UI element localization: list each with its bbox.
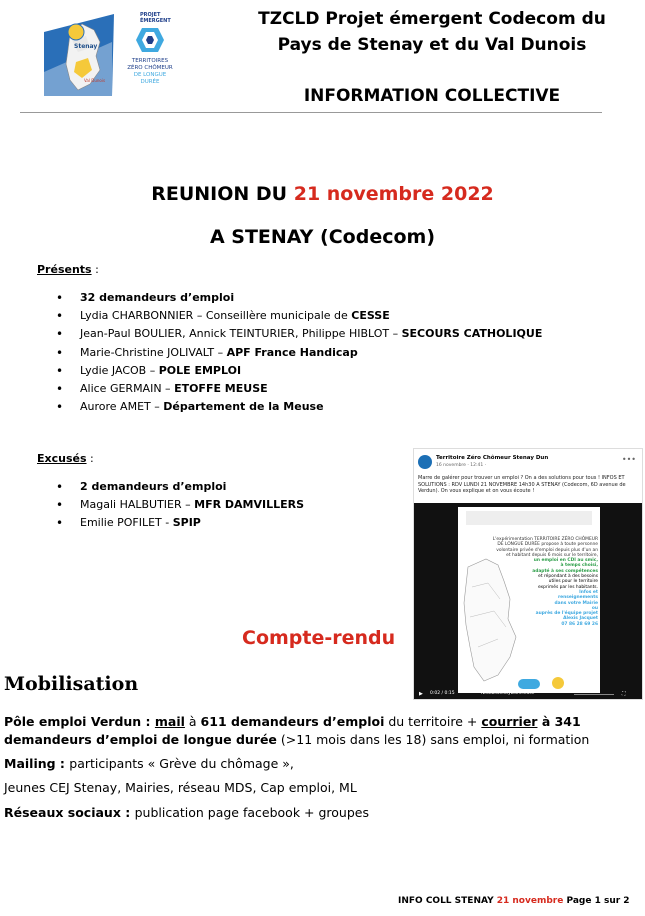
list-item xyxy=(52,398,542,416)
page-footer xyxy=(398,896,630,906)
flyer-line: un emploi en CDI au smic, xyxy=(533,558,598,564)
meeting-prefix: REUNION DU xyxy=(151,183,294,205)
codecom-logo xyxy=(42,12,122,98)
list-item xyxy=(52,344,542,362)
list-item xyxy=(52,307,542,325)
more-options-icon[interactable]: ••• xyxy=(621,455,636,464)
list-item-organisation: Département de la Meuse xyxy=(163,400,324,414)
excuses-label-text: Excusés xyxy=(37,452,87,465)
fb-post-date: 16 novembre · 12:41 · xyxy=(436,463,487,468)
footer-b: 21 novembre xyxy=(496,896,564,906)
p1-a: Pôle emploi Verdun : xyxy=(4,714,155,729)
list-item-text: Lydia CHARBONNIER – Conseillère municipale de xyxy=(80,309,352,323)
title-line-1: TZCLD Projet émergent Codecom du xyxy=(258,9,606,29)
fb-page-name[interactable]: Territoire Zéro Chômeur Stenay Dun xyxy=(436,455,549,461)
excuses-list xyxy=(52,478,304,533)
list-item xyxy=(52,478,304,496)
logo2-line2: ZÉRO CHÔMEUR xyxy=(127,65,173,71)
p1-c: à xyxy=(184,714,201,729)
presents-list xyxy=(52,289,542,416)
flyer-line: exprimés par les habitants. xyxy=(537,584,598,590)
flyer-line: et habitant depuis 6 mois sur le territoire, xyxy=(506,552,598,558)
list-item-organisation: 2 demandeurs d’emploi xyxy=(80,480,227,493)
mobilisation-paragraph-2 xyxy=(4,755,604,773)
logo2-line1: TERRITOIRES xyxy=(131,58,169,64)
flyer-line: dans votre Mairie xyxy=(554,600,598,606)
flyer-line: auprès de l'équipe projet xyxy=(535,611,598,617)
title-line-2: Pays de Stenay et du Val Dunois xyxy=(277,35,587,55)
flyer-line: et répondant à des besoins xyxy=(538,574,598,580)
video-progress-bar[interactable] xyxy=(574,694,614,695)
video-time: 0:02 / 0:15 xyxy=(430,691,455,696)
list-item xyxy=(52,514,304,532)
list-item-organisation: ETOFFE MEUSE xyxy=(174,381,268,395)
list-item-text: Emilie POFILET - xyxy=(80,516,173,530)
list-item-text: Lydie JACOB – xyxy=(80,363,159,377)
list-item-text: Magali HALBUTIER – xyxy=(80,498,195,512)
p2-a: Mailing : xyxy=(4,756,70,771)
presents-colon: : xyxy=(91,263,99,276)
excuses-colon: : xyxy=(86,452,94,465)
list-item-organisation: MFR DAMVILLERS xyxy=(194,498,305,512)
flyer-text xyxy=(488,537,598,627)
logo1-sub: Val Dunois xyxy=(84,78,106,83)
list-item xyxy=(52,380,542,398)
video-controls[interactable] xyxy=(414,691,642,699)
footer-c: Page 1 sur 2 xyxy=(563,896,630,906)
list-item-text: Aurore AMET – xyxy=(80,400,164,414)
p1-e: du territoire + xyxy=(384,714,482,729)
presents-label xyxy=(37,263,99,276)
footer-a: INFO COLL STENAY xyxy=(398,896,497,906)
flyer-line: renseignements xyxy=(557,595,598,601)
flyer-line: DE LONGUE DURÉE propose à toute personne xyxy=(497,542,598,548)
p1-f: courrier xyxy=(481,714,538,729)
compte-rendu-heading: Compte-rendu xyxy=(242,627,396,649)
presents-label-text: Présents xyxy=(37,263,92,276)
flyer-line: ou xyxy=(591,605,598,611)
list-item-text: Marie-Christine JOLIVALT – xyxy=(80,345,227,359)
flyer-line: adapté à ses compétences xyxy=(532,568,598,574)
flyer-line: 07 86 28 69 26 xyxy=(561,621,598,627)
fullscreen-icon[interactable]: ⛶ xyxy=(622,691,626,697)
mobilisation-paragraph-1 xyxy=(4,713,604,749)
list-item-organisation: 32 demandeurs d’emploi xyxy=(80,291,235,304)
logo2-top2: ÉMERGENT xyxy=(140,18,171,24)
list-item-organisation: SPIP xyxy=(172,516,201,530)
meeting-date xyxy=(0,183,645,205)
logo2-line3: DE LONGUE xyxy=(133,72,167,78)
list-item xyxy=(52,325,542,343)
flyer-image xyxy=(458,507,600,693)
play-icon[interactable]: ▶ xyxy=(419,691,423,697)
excuses-label xyxy=(37,452,94,465)
facebook-post xyxy=(413,448,643,700)
document-subtitle: INFORMATION COLLECTIVE xyxy=(303,86,561,106)
flyer-line: Infos et xyxy=(579,589,598,595)
p1-b: mail xyxy=(154,714,185,729)
flyer-line: Alexis Jacquet xyxy=(563,616,598,622)
list-item-organisation: APF France Handicap xyxy=(226,345,358,359)
mobilisation-paragraph-3: Jeunes CEJ Stenay, Mairies, réseau MDS, Cap emploi, ML xyxy=(4,780,357,795)
p2-b: participants « Grève du chômage », xyxy=(69,756,294,771)
fb-post-text: Marre de galérer pour trouver un emploi ? On a des solutions pour tous ! INFOS ET SOLUTIONS : RDV LUNDI 21 NOVEMBRE 14h30 A STENAY (Codecom, 6D avenue de Verdun). On vous explique et on vous écoute ! xyxy=(418,475,626,494)
document-title xyxy=(232,6,632,58)
mobilisation-paragraph-4 xyxy=(4,804,604,822)
p1-g: à 341 demandeurs d’emploi de longue durée xyxy=(4,714,581,747)
meeting-place: A STENAY (Codecom) xyxy=(209,226,436,248)
fb-post-header xyxy=(418,455,638,475)
meeting-date-value: 21 novembre 2022 xyxy=(293,183,494,205)
header-divider xyxy=(20,112,602,113)
p4-b: publication page facebook + groupes xyxy=(134,805,369,820)
list-item-text: Alice GERMAIN – xyxy=(80,381,175,395)
list-item xyxy=(52,496,304,514)
p1-h: (>11 mois dans les 18) sans emploi, ni formation xyxy=(276,732,590,747)
logo2-top1: PROJET xyxy=(140,12,161,18)
list-item xyxy=(52,362,542,380)
list-item-organisation: SECOURS CATHOLIQUE xyxy=(401,327,543,341)
list-item-organisation: POLE EMPLOI xyxy=(158,363,242,377)
video-tag: TZCLDStenayDunMeuse xyxy=(480,691,535,696)
logo1-text: Stenay xyxy=(74,43,98,50)
flyer-line: L'expérimentation TERRITOIRE ZÉRO CHÔMEUR xyxy=(492,537,598,542)
flyer-line: volontaire privée d'emploi depuis plus d'un an xyxy=(496,547,598,553)
fb-avatar xyxy=(418,455,432,469)
mobilisation-heading: Mobilisation xyxy=(4,673,139,695)
fb-video-player[interactable] xyxy=(414,503,642,699)
flyer-line: utiles pour le territoire xyxy=(548,579,598,585)
list-item-text: Jean-Paul BOULIER, Annick TEINTURIER, Philippe HIBLOT – xyxy=(80,327,402,341)
flyer-line: à temps choisi, xyxy=(560,563,598,569)
tzcld-logo xyxy=(120,10,180,96)
p4-a: Réseaux sociaux : xyxy=(4,805,135,820)
logo2-line4: DURÉE xyxy=(140,79,160,85)
list-item xyxy=(52,289,542,307)
list-item-organisation: CESSE xyxy=(351,309,390,323)
p1-d: 611 demandeurs d’emploi xyxy=(200,714,385,729)
